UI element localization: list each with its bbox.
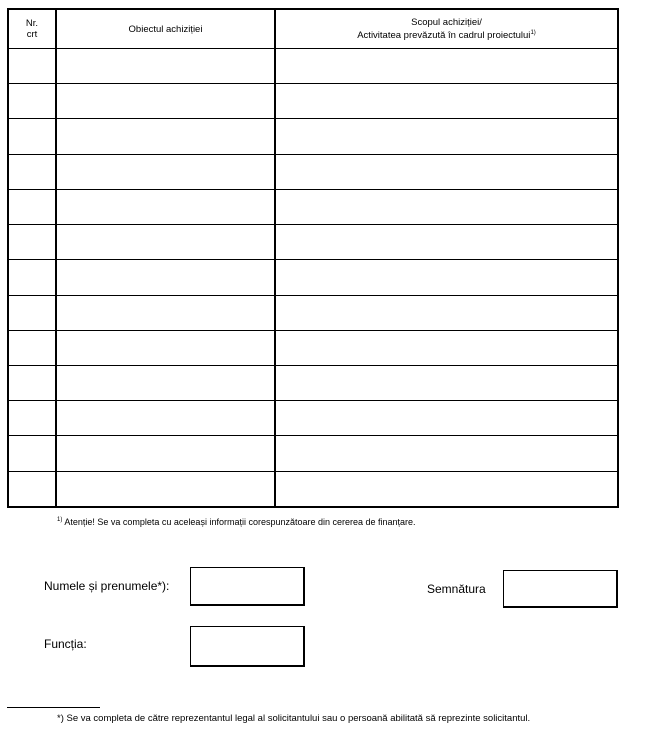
object-cell[interactable]: [56, 260, 275, 295]
nr-cell[interactable]: [8, 260, 56, 295]
function-label: Funcția:: [44, 637, 87, 651]
table-row: [8, 84, 618, 119]
object-cell[interactable]: [56, 119, 275, 154]
purpose-cell[interactable]: [275, 330, 618, 365]
table-row: [8, 365, 618, 400]
purpose-cell[interactable]: [275, 295, 618, 330]
table-row: [8, 295, 618, 330]
header-purpose-line2: Activitatea prevăzută în cadrul proiectului: [357, 30, 531, 42]
purpose-cell[interactable]: [275, 436, 618, 471]
header-object-label: Obiectul achiziției: [128, 23, 203, 35]
header-nr-crt: [8, 9, 56, 49]
function-field[interactable]: [190, 626, 305, 667]
header-object: [56, 9, 275, 49]
nr-cell[interactable]: [8, 401, 56, 436]
nr-cell[interactable]: [8, 49, 56, 84]
header-nr-line2: crt: [26, 29, 38, 40]
name-label: Numele și prenumele*):: [44, 579, 170, 593]
footnote-1-text: Atenție! Se va completa cu aceleași informații corespunzătoare din cererea de finanțare.: [64, 517, 416, 527]
name-field[interactable]: [190, 567, 305, 606]
nr-cell[interactable]: [8, 84, 56, 119]
table-row: [8, 436, 618, 471]
object-cell[interactable]: [56, 154, 275, 189]
footnote-1-marker: 1): [57, 517, 63, 523]
header-purpose: [275, 9, 618, 49]
purpose-cell[interactable]: [275, 119, 618, 154]
table-row: [8, 49, 618, 84]
footnote-1: [57, 517, 416, 527]
purpose-cell[interactable]: [275, 189, 618, 224]
object-cell[interactable]: [56, 401, 275, 436]
nr-cell[interactable]: [8, 295, 56, 330]
table-row: [8, 225, 618, 260]
nr-cell[interactable]: [8, 330, 56, 365]
purpose-cell[interactable]: [275, 471, 618, 507]
purpose-cell[interactable]: [275, 365, 618, 400]
table-row: [8, 471, 618, 507]
object-cell[interactable]: [56, 225, 275, 260]
table-row: [8, 119, 618, 154]
purpose-cell[interactable]: [275, 84, 618, 119]
object-cell[interactable]: [56, 436, 275, 471]
table-row: [8, 401, 618, 436]
nr-cell[interactable]: [8, 189, 56, 224]
purpose-cell[interactable]: [275, 225, 618, 260]
header-purpose-footnote-marker: 1): [530, 29, 536, 36]
table-row: [8, 330, 618, 365]
header-nr-line1: Nr.: [25, 18, 39, 29]
header-purpose-line1: Scopul achiziției/: [411, 16, 482, 28]
object-cell[interactable]: [56, 471, 275, 507]
object-cell[interactable]: [56, 189, 275, 224]
purpose-cell[interactable]: [275, 49, 618, 84]
object-cell[interactable]: [56, 49, 275, 84]
nr-cell[interactable]: [8, 365, 56, 400]
nr-cell[interactable]: [8, 436, 56, 471]
object-cell[interactable]: [56, 295, 275, 330]
signature-field[interactable]: [503, 570, 618, 608]
signature-label: Semnătura: [427, 582, 486, 596]
table-header-row: [8, 9, 618, 49]
footnote-separator: [7, 707, 100, 708]
nr-cell[interactable]: [8, 471, 56, 507]
acquisitions-table: [7, 8, 619, 508]
table-row: [8, 154, 618, 189]
purpose-cell[interactable]: [275, 154, 618, 189]
nr-cell[interactable]: [8, 119, 56, 154]
footnote-2: *) Se va completa de către reprezentantul legal al solicitantului sau o persoană abilitată să reprezinte solicitantul.: [57, 713, 531, 724]
object-cell[interactable]: [56, 84, 275, 119]
nr-cell[interactable]: [8, 225, 56, 260]
object-cell[interactable]: [56, 365, 275, 400]
object-cell[interactable]: [56, 330, 275, 365]
purpose-cell[interactable]: [275, 401, 618, 436]
purpose-cell[interactable]: [275, 260, 618, 295]
table-row: [8, 260, 618, 295]
table-row: [8, 189, 618, 224]
nr-cell[interactable]: [8, 154, 56, 189]
